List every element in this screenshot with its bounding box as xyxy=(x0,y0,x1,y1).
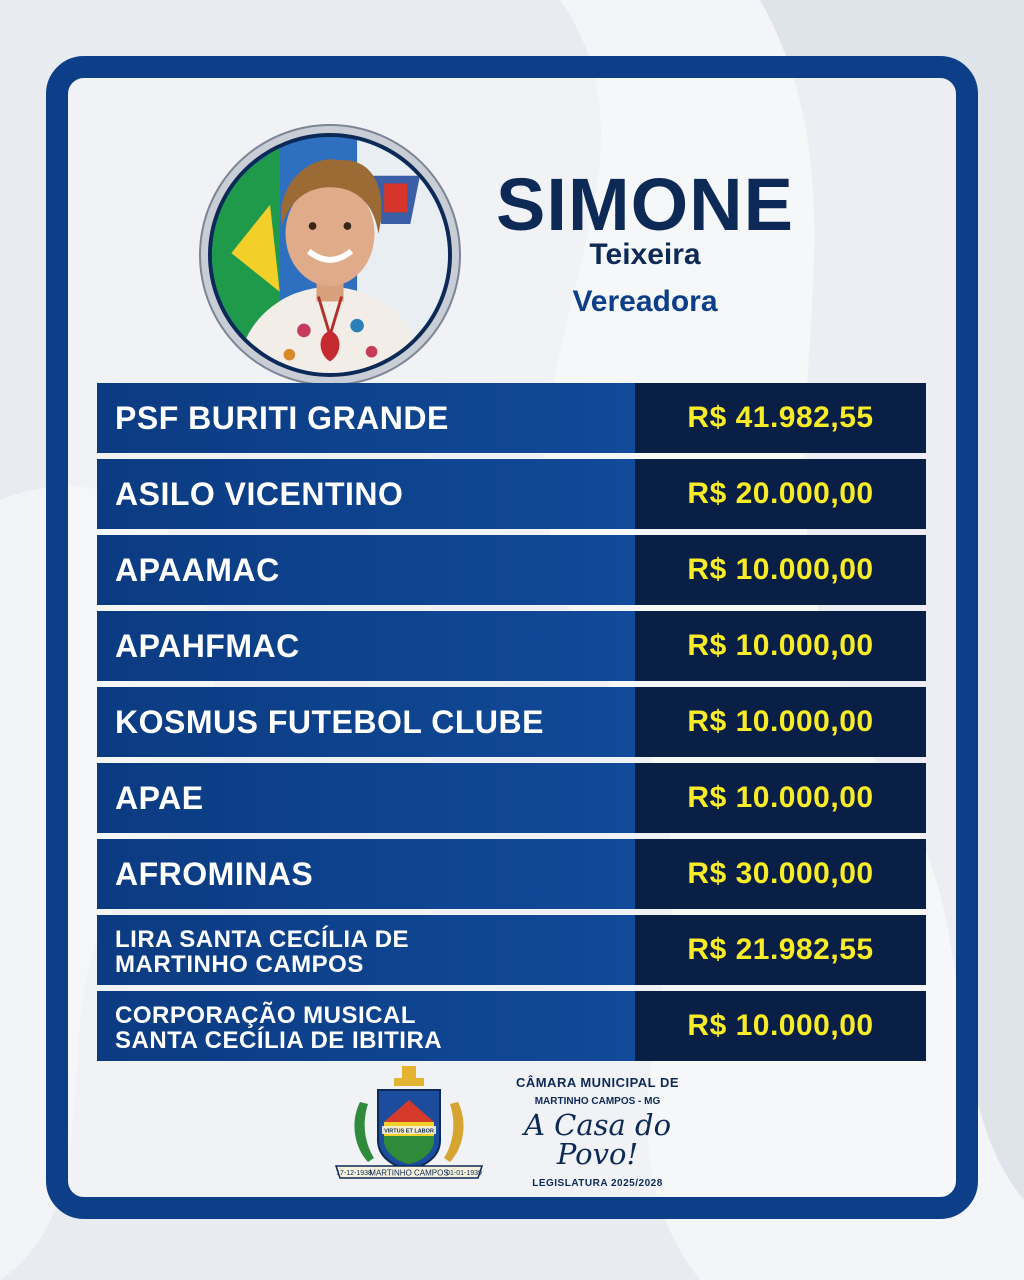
legislature-period: LEGISLATURA 2025/2028 xyxy=(532,1178,663,1189)
allocation-entity: LIRA SANTA CECÍLIA DE MARTINHO CAMPOS xyxy=(97,915,635,985)
allocation-row xyxy=(97,915,926,985)
allocation-row xyxy=(97,611,926,681)
allocation-entity: APAE xyxy=(97,763,635,833)
chamber-slogan: A Casa do Povo! xyxy=(523,1108,672,1171)
allocation-entity: AFROMINAS xyxy=(97,839,635,909)
allocation-amount: R$ 10.000,00 xyxy=(635,991,926,1061)
allocation-row xyxy=(97,839,926,909)
emblem-date-left: 17-12-1938 xyxy=(336,1170,372,1177)
allocation-amount: R$ 20.000,00 xyxy=(635,459,926,529)
chamber-name-line1: CÂMARA MUNICIPAL DE xyxy=(515,1075,680,1090)
chamber-name-line2: MARTINHO CAMPOS - MG xyxy=(534,1096,661,1107)
allocation-entity: CORPORAÇÃO MUSICAL SANTA CECÍLIA DE IBITIRA xyxy=(97,991,635,1061)
portrait-illustration xyxy=(212,137,448,373)
chamber-branding xyxy=(490,1075,705,1189)
allocation-amount: R$ 21.982,55 xyxy=(635,915,926,985)
allocation-entity: KOSMUS FUTEBOL CLUBE xyxy=(97,687,635,757)
allocation-amount: R$ 10.000,00 xyxy=(635,763,926,833)
allocation-amount: R$ 10.000,00 xyxy=(635,535,926,605)
allocation-row xyxy=(97,459,926,529)
emblem-city: MARTINHO CAMPOS xyxy=(369,1168,449,1178)
allocation-row xyxy=(97,991,926,1061)
councilor-surname: Teixeira xyxy=(589,238,701,271)
allocation-amount: R$ 10.000,00 xyxy=(635,611,926,681)
emblem-date-right: 01-01-1939 xyxy=(446,1170,482,1177)
allocation-amount: R$ 41.982,55 xyxy=(635,383,926,453)
councilor-first-name: SIMONE xyxy=(496,163,794,246)
allocation-entity: PSF BURITI GRANDE xyxy=(97,383,635,453)
allocation-amount: R$ 30.000,00 xyxy=(635,839,926,909)
allocation-row xyxy=(97,535,926,605)
svg-text:VIRTUS ET LABOR: VIRTUS ET LABOR xyxy=(384,1128,434,1135)
municipal-coat-of-arms xyxy=(332,1062,487,1184)
allocation-entity: ASILO VICENTINO xyxy=(97,459,635,529)
allocation-row xyxy=(97,763,926,833)
allocation-row xyxy=(97,383,926,453)
councilor-photo xyxy=(208,133,452,377)
allocation-row xyxy=(97,687,926,757)
allocation-amount: R$ 10.000,00 xyxy=(635,687,926,757)
allocation-entity: APAAMAC xyxy=(97,535,635,605)
allocation-entity: APAHFMAC xyxy=(97,611,635,681)
councilor-role: Vereadora xyxy=(572,285,718,318)
